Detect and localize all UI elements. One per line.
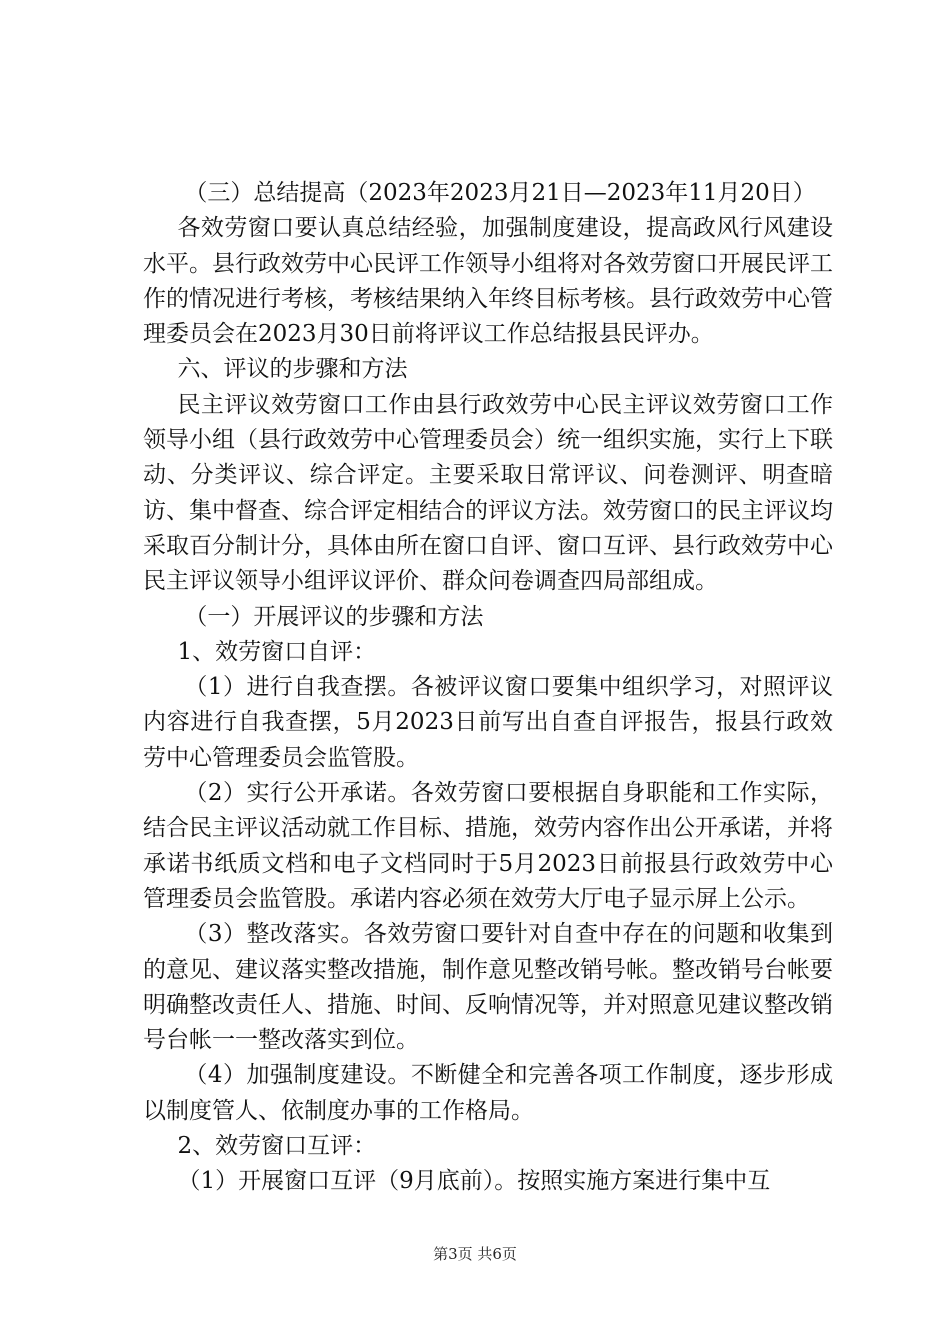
paragraph-public-commitment: （2）实行公开承诺。各效劳窗口要根据自身职能和工作实际，结合民主评议活动就工作目标、措施，效劳内容作出公开承诺，并将承诺书纸质文档和电子文档同时于5月2023日前报县行政效劳中心管理委员会监管股。承诺内容必须在效劳大厅电子显示屏上公示。 [143,780,833,912]
paragraph-self-check: （1）进行自我查摆。各被评议窗口要集中组织学习，对照评议内容进行自我查摆，5月2023日前写出自查自评报告，报县行政效劳中心管理委员会监管股。 [143,674,833,771]
subsection-heading-steps: （一）开展评议的步骤和方法 [184,603,484,630]
section-heading-steps-methods: 六、评议的步骤和方法 [177,356,408,383]
paragraph-summary-body: 各效劳窗口要认真总结经验，加强制度建设，提高政风行风建设水平。县行政效劳中心民评工作领导小组将对各效劳窗口开展民评工作的情况进行考核，考核结果纳入年终目标考核。县行政效劳中心管理委员会在2023月30日前将评议工作总结报县民评办。 [143,215,833,348]
section-heading-summary: （三）总结提高（2023年2023月21日—2023年11月20日） [184,180,816,206]
paragraph-system-building: （4）加强制度建设。不断健全和完善各项工作制度，逐步形成以制度管人、依制度办事的工作格局。 [143,1062,833,1124]
paragraph-mutual-review: （1）开展窗口互评（9月底前）。按照实施方案进行集中互 [177,1168,771,1195]
document-body [143,176,833,1200]
paragraph-rectification: （3）整改落实。各效劳窗口要针对自查中存在的问题和收集到的意见、建议落实整改措施，制作意见整改销号帐。整改销号台帐要明确整改责任人、措施、时间、反响情况等，并对照意见建议整改销号台帐一一整改落实到位。 [143,921,833,1054]
page-number-footer: 第3页 共6页 [433,1245,517,1263]
item-heading-self-review: 1、效劳窗口自评： [177,638,377,665]
paragraph-steps-overview: 民主评议效劳窗口工作由县行政效劳中心民主评议效劳窗口工作领导小组（县行政效劳中心管理委员会）统一组织实施，实行上下联动、分类评议、综合评定。主要采取日常评议、问卷测评、明查暗访、集中督查、综合评定相结合的评议方法。效劳窗口的民主评议均采取百分制计分，具体由所在窗口自评、窗口互评、县行政效劳中心民主评议领导小组评议评价、群众问卷调查四局部组成。 [143,391,833,595]
item-heading-mutual-review: 2、效劳窗口互评： [177,1133,377,1160]
